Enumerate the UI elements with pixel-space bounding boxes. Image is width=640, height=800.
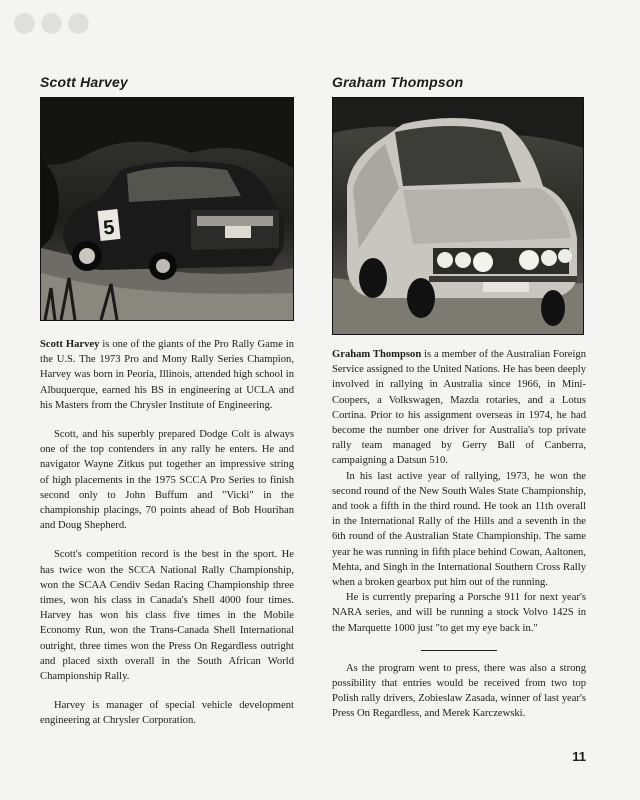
left-column bbox=[40, 70, 294, 729]
page-number: 11 bbox=[572, 749, 586, 764]
right-heading: Graham Thompson bbox=[332, 74, 464, 90]
left-paragraph-2: Scott, and his superbly prepared Dodge Colt is always one of the top contenders in any rally he enters. He and navigator Wayne Zitkus put together an impressive string of high placements in the 1975 SCCA Pro Series to finish second only to John Buffum and "Vicki" in the championship placings, 70 points ahead of Bob Hourihan and Doug Shepherd. bbox=[40, 429, 294, 532]
left-paragraph-1-text: is one of the giants of the Pro Rally Game in the U.S. The 1973 Pro and Mony Rally Series Champion, Harvey was born in Peoria, Illinois, attended high school in Albuquerque, earned his BS in engineering at UCLA and his Masters from the Chrysler Institute of Engineering. bbox=[40, 339, 294, 411]
right-column bbox=[332, 70, 586, 722]
right-paragraph-1 bbox=[332, 347, 586, 469]
right-paragraph-1-text: is a member of the Australian Foreign Service assigned to the United Nations. He has been deeply involved in rallying in Australia since 1966, in Mini-Coopers, a Volkswagen, Mazda rotaries, and a Lotus Cortina. Prior to his assignment overseas in 1974, he had become the number one driver for Australia's top private rally team managed by Gerry Ball of Canberra, campaigning a Datsun 510. bbox=[332, 349, 587, 467]
left-paragraph-1 bbox=[40, 337, 294, 413]
right-subject-name: Graham Thompson bbox=[332, 349, 422, 360]
left-heading: Scott Harvey bbox=[40, 74, 128, 90]
left-subject-name: Scott Harvey bbox=[40, 339, 100, 350]
datsun-rally-car-photo-graphic bbox=[333, 98, 583, 334]
rally-car-photo-graphic bbox=[41, 98, 293, 320]
scott-harvey-photo bbox=[40, 97, 294, 321]
car-number-label: 5 bbox=[102, 216, 116, 240]
graham-thompson-photo bbox=[332, 97, 584, 335]
right-paragraph-3: He is currently preparing a Porsche 911 for next year's NARA series, and will be running a stock Volvo 142S in the Marquette 1000 just "to get my eye back in." bbox=[332, 592, 586, 634]
right-article bbox=[332, 347, 586, 722]
right-paragraph-4: As the program went to press, there was also a strong possibility that entries would be received from two top Polish rally drivers, Zobieslaw Zasada, winner of last year's Press On Regardless, and Merek Karczewski. bbox=[332, 662, 586, 720]
right-paragraph-2: In his last active year of rallying, 1973, he won the second round of the New South Wales State Championship, and took a fifth in the third round. He took an 11th overall in the International Rally of the Hills and a seventh in the 6th round of the Australian State Championship. The same year he was running in fifth place behind Cowan, Aaltonen, Mehta, and Singh in the International Southern Cross Rally when a broken gearbox put him out of the running. bbox=[332, 470, 586, 589]
left-paragraph-4: Harvey is manager of special vehicle development engineering at Chrysler Corporation. bbox=[40, 700, 294, 727]
section-divider bbox=[421, 650, 497, 651]
left-article bbox=[40, 337, 294, 729]
show-through-mark: ●●● bbox=[10, 0, 91, 48]
left-paragraph-3: Scott's competition record is the best in the sport. He has twice won the SCCA National Rally Championship, won the SCAA Cendiv Sedan Racing Championship three times, won his class in Canada's Shell 4000 four times. Harvey has won his class five times in the Mobile Economy Run, won the Trans-Canada Shell International outright, three times won the Press On Regardless outright and placed sixth overall in the South African World Championship Rally. bbox=[40, 549, 294, 683]
